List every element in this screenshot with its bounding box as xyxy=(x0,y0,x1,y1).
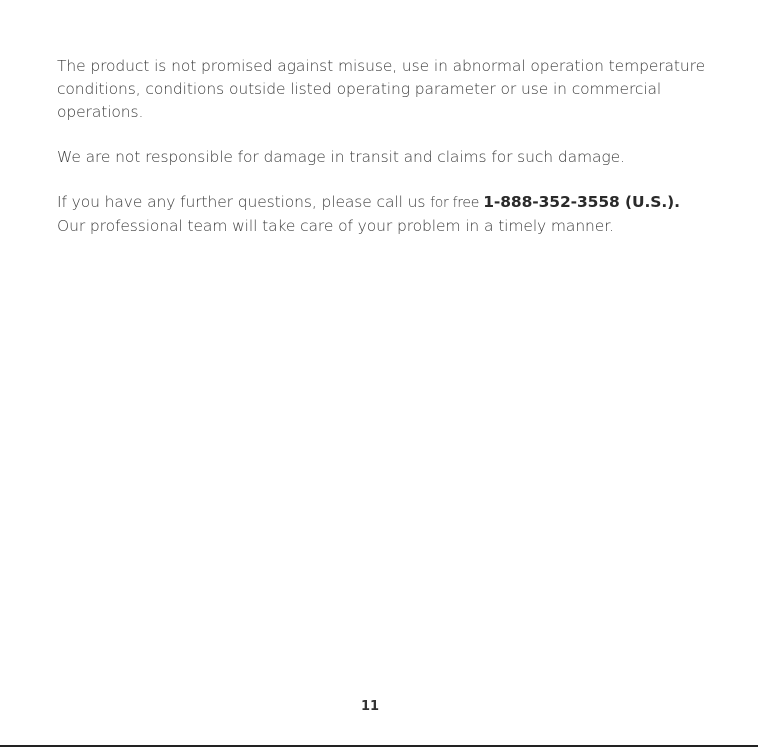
contact-outro: Our professional team will take care of your problem in a timely manner. xyxy=(57,217,614,235)
contact-for-free: for free xyxy=(430,195,484,211)
phone-number: 1-888-352-3558 (U.S.). xyxy=(483,193,680,211)
page-content xyxy=(57,55,727,238)
page-number: 11 xyxy=(360,699,380,714)
contact-intro: If you have any further questions, please call us xyxy=(57,193,431,211)
contact-paragraph xyxy=(57,191,727,238)
transit-damage-paragraph: We are not responsible for damage in transit and claims for such damage. xyxy=(57,148,625,166)
misuse-paragraph: The product is not promised against misuse, use in abnormal operation temperature conditions, conditions outside listed operating parameter or use in commercial operations. xyxy=(57,57,706,121)
bottom-divider xyxy=(0,745,758,747)
